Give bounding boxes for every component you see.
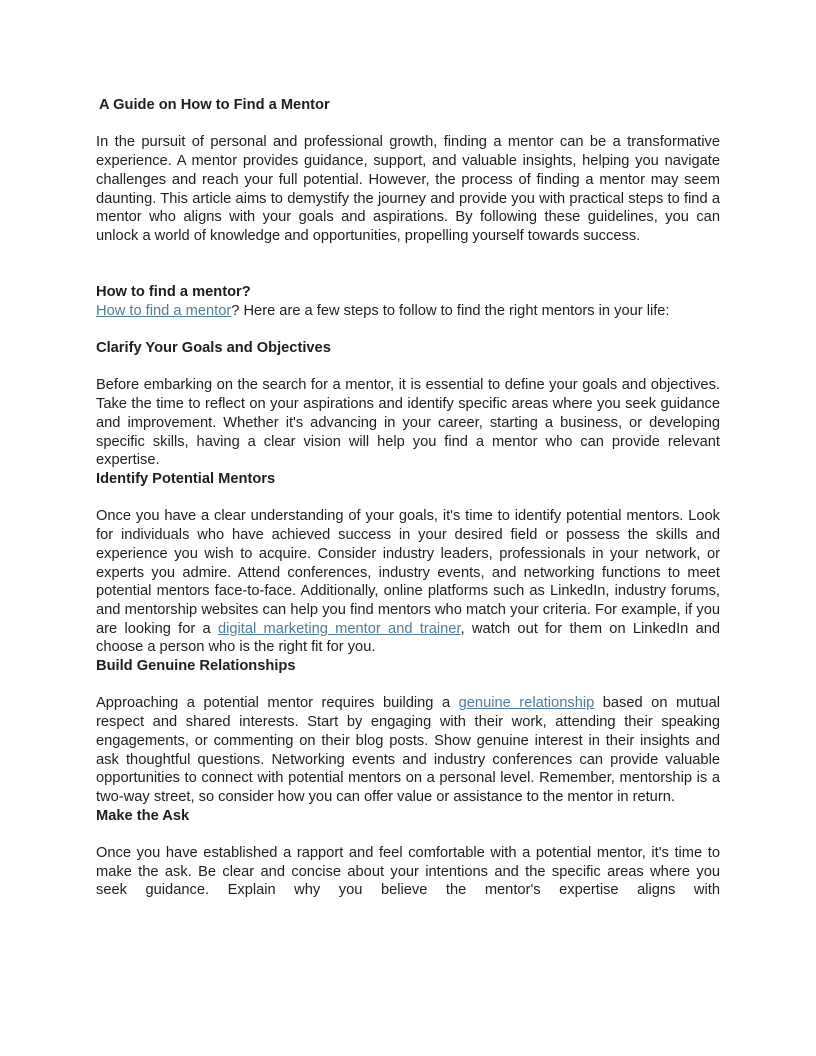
digital-marketing-mentor-link[interactable]: digital marketing mentor and trainer [217,620,461,637]
make-the-ask-paragraph: Once you have established a rapport and feel comfortable with a potential mentor, it's time to make the ask. Be clear and concise about your intentions and the specific areas where you seek guidance. Explain why you believe the mentor's expertise aligns with [96,845,720,899]
genuine-relationship-link[interactable]: genuine relationship [458,695,595,712]
build-paragraph-text-before-link: Approaching a potential mentor requires building a [96,695,459,712]
how-to-find-paragraph-text: ? Here are a few steps to follow to find the right mentors in your life: [231,302,670,319]
heading-build-relationships: Build Genuine Relationships [96,658,296,675]
identify-paragraph-text-before-link: Once you have a clear understanding of your goals, it's time to identify potential mentors. Look for individuals who have achieved success in your desired field or possess the skills and experience you wish to acquire. Consider industry leaders, professionals in your network, or experts you admire. Attend conferences, industry events, and networking functions to meet potential mentors face-to-face. Additionally, online platforms such as LinkedIn, industry forums, and mentorship websites can help you find mentors who match your criteria. For example, if you are looking for a [96,508,720,637]
heading-identify-mentors: Identify Potential Mentors [96,471,276,487]
intro-paragraph: In the pursuit of personal and professional growth, finding a mentor can be a transformative experience. A mentor provides guidance, support, and valuable insights, helping you navigate challenges and reach your full potential. However, the process of finding a mentor may seem daunting. This article aims to demystify the journey and provide you with practical steps to find a mentor who aligns with your goals and aspirations. By following these guidelines, you can unlock a world of knowledge and opportunities, propelling yourself towards success. [96,134,720,244]
heading-how-to-find-a-mentor: How to find a mentor? [96,284,251,300]
build-relationships-paragraph [96,694,720,806]
build-paragraph-text-after-link: based on mutual respect and shared interests. Start by engaging with their work, attending their speaking engagements, or commenting on their blog posts. Show genuine interest in their insights and ask thoughtful questions. Networking events and industry conferences can provide valuable opportunities to connect with potential mentors on a personal level. Remember, mentorship is a two-way street, so consider how you can offer value or assistance to the mentor in return. [96,695,720,805]
heading-clarify-goals: Clarify Your Goals and Objectives [96,340,331,357]
heading-make-the-ask: Make the Ask [96,807,190,824]
clarify-goals-paragraph: Before embarking on the search for a mentor, it is essential to define your goals and objectives. Take the time to reflect on your aspirations and identify specific areas where you seek guidance and improvement. Whether it's advancing in your career, starting a business, or developing specific skills, having a clear vision will help you find a mentor who can provide relevant expertise. [96,377,720,469]
identify-mentors-paragraph [96,507,720,657]
identify-paragraph-text-after-link: , watch out for them on LinkedIn and choose a person who is the right fit for you. [96,620,721,656]
how-to-find-a-mentor-link[interactable]: How to find a mentor [96,302,232,319]
document-title: A Guide on How to Find a Mentor [99,97,330,113]
how-to-find-paragraph [96,302,720,321]
